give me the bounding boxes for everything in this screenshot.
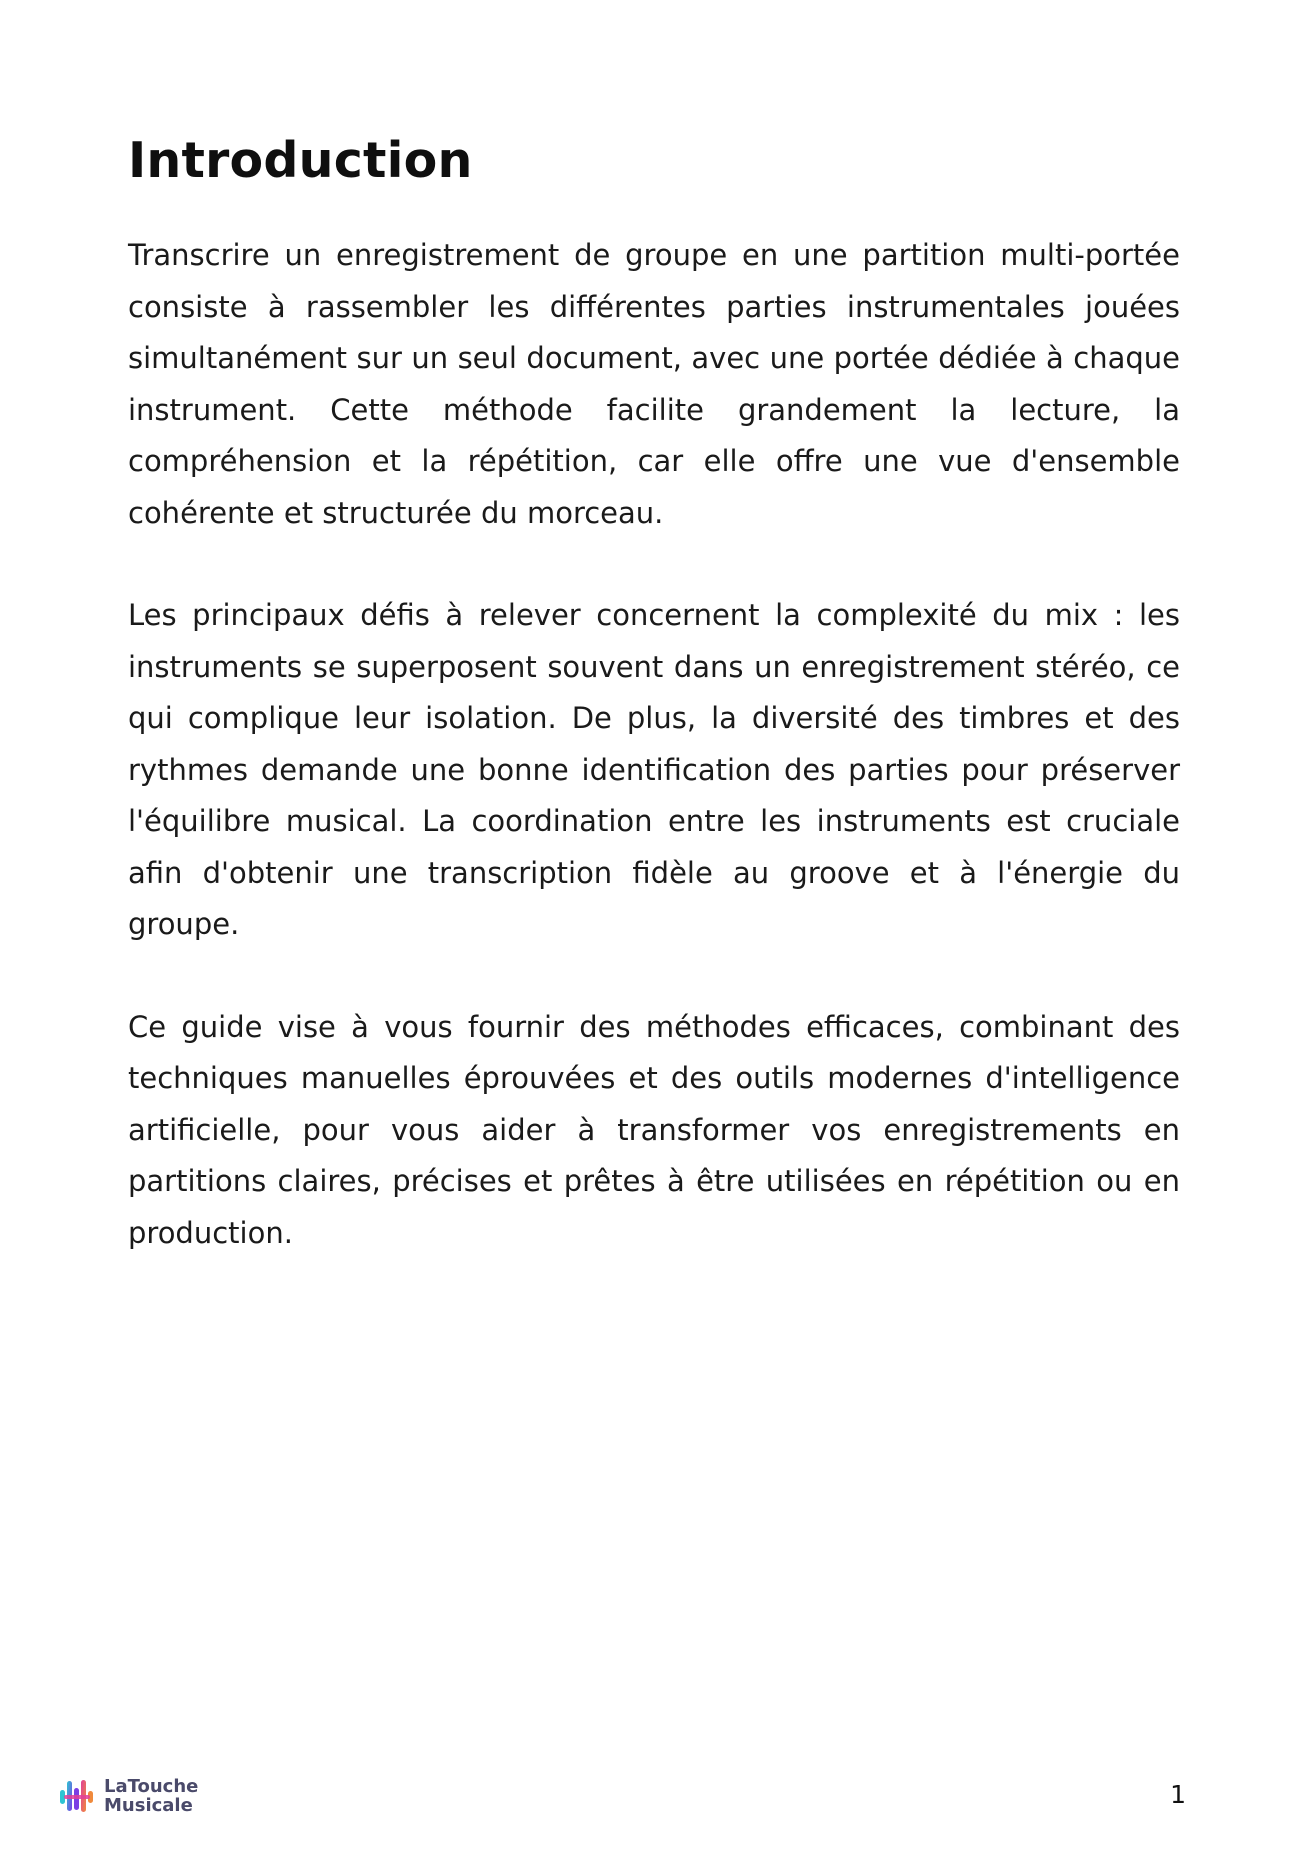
brand-name <box>104 1777 198 1815</box>
brand-line-2: Musicale <box>104 1795 193 1816</box>
brand-logo <box>56 1774 198 1818</box>
latouche-musicale-logo-icon <box>56 1776 96 1816</box>
page-title: Introduction <box>128 132 473 189</box>
paragraph-3: Ce guide vise à vous fournir des méthodes efficaces, combinant des techniques manuelles éprouvées et des outils modernes d'intelligence artificielle, pour vous aider à transformer vos enregistrements en partitions claires, précises et prêtes à être utilisées en répétition ou en production. <box>128 1009 1180 1250</box>
paragraph-2: Les principaux défis à relever concernent la complexité du mix : les instruments se superposent souvent dans un enregistrement stéréo, ce qui complique leur isolation. De plus, la diversité des timbres et des rythmes demande une bonne identification des parties pour préserver l'équilibre musical. La coordination entre les instruments est cruciale afin d'obtenir une transcription fidèle au groove et à l'énergie du groupe. <box>128 598 1180 941</box>
brand-line-1: LaTouche <box>104 1776 199 1797</box>
page-number: 1 <box>1170 1780 1186 1809</box>
paragraph-1: Transcrire un enregistrement de groupe en une partition multi-portée consiste à rassembler les différentes parties instrumentales jouées simultanément sur un seul document, avec une portée dédiée à chaque instrument. Cette méthode facilite grandement la lecture, la compréhension et la répétition, car elle offre une vue d'ensemble cohérente et structurée du morceau. <box>128 238 1180 530</box>
page-content <box>128 128 1180 1310</box>
